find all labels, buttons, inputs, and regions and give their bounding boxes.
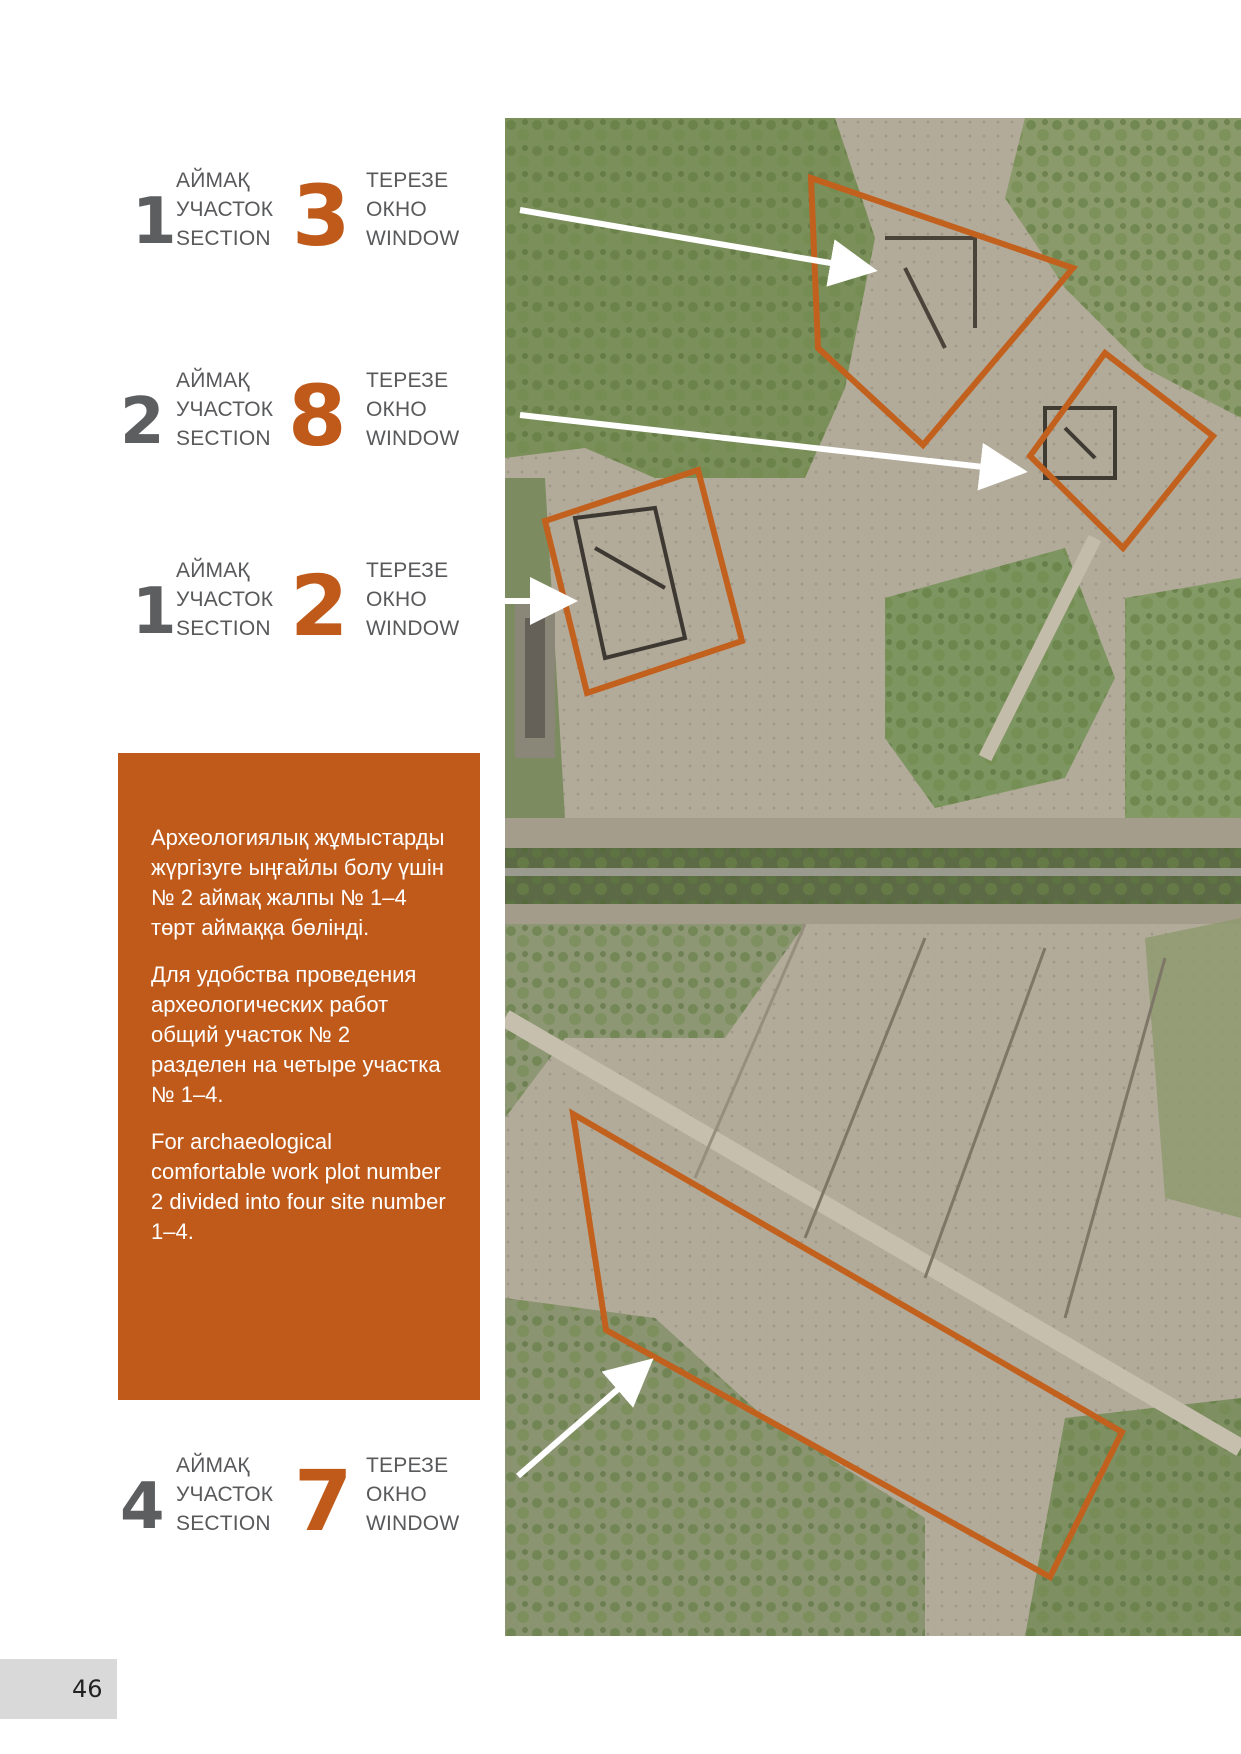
section-word-en: SECTION — [176, 617, 271, 640]
section-word-kk: АЙМАҚ — [176, 169, 250, 192]
window-words — [366, 166, 459, 253]
window-number: 8 — [288, 367, 347, 465]
window-word-ru: ОКНО — [366, 398, 427, 421]
aerial-photo — [505, 118, 1241, 1636]
window-word-ru: ОКНО — [366, 588, 427, 611]
window-word-kk: ТЕРЕЗЕ — [366, 559, 449, 582]
info-text-english: For archaeological comfortable work plot number 2 divided into four site number 1–4. — [151, 1129, 446, 1244]
info-box — [118, 753, 480, 1400]
section-word-ru: УЧАСТОК — [176, 198, 274, 221]
window-word-kk: ТЕРЕЗЕ — [366, 369, 449, 392]
section-word-ru: УЧАСТОК — [176, 398, 274, 421]
section-word-kk: АЙМАҚ — [176, 369, 250, 392]
label-group-2 — [118, 366, 478, 465]
section-words — [176, 366, 273, 453]
window-words — [366, 366, 459, 453]
window-word-ru: ОКНО — [366, 198, 427, 221]
section-number: 2 — [120, 385, 165, 459]
info-text-kazakh: Археологиялық жұмыстарды жүргізуге ыңғайлы болу үшін № 2 аймақ жалпы № 1–4 төрт аймаққа бөлінді. — [151, 825, 445, 940]
window-word-en: WINDOW — [366, 617, 460, 640]
window-words — [366, 556, 459, 643]
section-word-en: SECTION — [176, 1512, 271, 1535]
window-words — [366, 1451, 459, 1538]
window-word-en: WINDOW — [366, 1512, 460, 1535]
section-number: 1 — [132, 185, 177, 259]
label-group-3 — [118, 556, 478, 655]
info-text-russian: Для удобства проведения археологических работ общий участок № 2 разделен на четыре участка № 1–4. — [151, 962, 441, 1107]
label-group-1 — [118, 166, 478, 265]
section-words — [176, 1451, 273, 1538]
label-group-4 — [118, 1451, 478, 1550]
window-number: 3 — [292, 167, 351, 265]
window-word-kk: ТЕРЕЗЕ — [366, 169, 449, 192]
section-word-en: SECTION — [176, 427, 271, 450]
window-word-en: WINDOW — [366, 427, 460, 450]
section-word-ru: УЧАСТОК — [176, 1483, 274, 1506]
section-word-ru: УЧАСТОК — [176, 588, 274, 611]
window-number: 7 — [294, 1452, 353, 1550]
window-word-ru: ОКНО — [366, 1483, 427, 1506]
section-words — [176, 556, 273, 643]
window-number: 2 — [290, 557, 349, 655]
window-word-en: WINDOW — [366, 227, 460, 250]
section-word-kk: АЙМАҚ — [176, 1454, 250, 1477]
page-number: 46 — [72, 1675, 103, 1703]
section-number: 1 — [132, 575, 177, 649]
section-number: 4 — [120, 1470, 165, 1544]
section-words — [176, 166, 273, 253]
window-word-kk: ТЕРЕЗЕ — [366, 1454, 449, 1477]
section-word-en: SECTION — [176, 227, 271, 250]
section-word-kk: АЙМАҚ — [176, 559, 250, 582]
